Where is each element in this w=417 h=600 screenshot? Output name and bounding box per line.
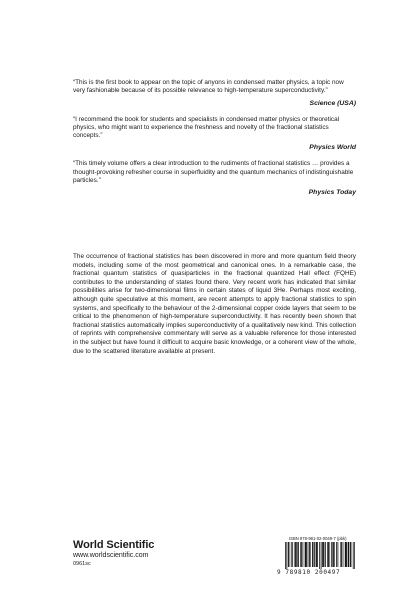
barcode-bar [350, 542, 351, 567]
barcode-bar [333, 542, 334, 567]
barcode-bar [300, 542, 301, 567]
review-quote-text: “I recommend the book for students and specialists in condensed matter physics or theoretical physics, who might want to experience the freshness and novelty of the fractional statistics concepts.” [73, 115, 340, 140]
barcode-bars [285, 542, 355, 569]
barcode-bar [338, 542, 339, 567]
barcode-bar [321, 542, 322, 569]
barcode-bar [319, 542, 320, 569]
barcode-bar [322, 542, 323, 567]
publisher-name: World Scientific [73, 539, 155, 551]
barcode-bar [301, 542, 302, 567]
barcode-bar [294, 542, 295, 567]
isbn-label: ISBN 978-981-02-0049-7 (pbk) [289, 536, 347, 541]
barcode-bar [346, 542, 347, 567]
barcode-bar [336, 542, 337, 567]
barcode-bar [332, 542, 333, 567]
barcode-bar [296, 542, 297, 567]
barcode-bar [305, 542, 306, 567]
barcode-bar [314, 542, 315, 567]
barcode-bar [286, 542, 287, 569]
barcode-bar [341, 542, 342, 567]
barcode-bar [334, 542, 335, 567]
barcode-bar [298, 542, 299, 567]
barcode-bar [289, 542, 290, 567]
barcode-bar [348, 542, 349, 567]
barcode-bar [345, 542, 346, 567]
barcode-bar [308, 542, 309, 567]
barcode-bar [329, 542, 330, 567]
barcode-bar [297, 542, 298, 567]
barcode-bar [295, 542, 296, 567]
barcode-bar [312, 542, 313, 567]
publisher-code: 0961sc [73, 561, 91, 567]
barcode-bar [310, 542, 311, 567]
publisher-url: www.worldscientific.com [73, 552, 149, 559]
barcode-bar [351, 542, 352, 567]
book-description: The occurrence of fractional statistics has been discovered in more and more quantum field theory models, including some of the most geometrical and canonical ones. In a remarkable case, the fractional quantum statistics of quasiparticles in the fractional quantized Hall effect (FQHE) contributes to the understanding of states found there. Very recent work has indicated that similar possibilities arise for two-dimensional films in certain states of liquid 3He. Perhaps most exciting, although quite speculative at this moment, are recent attempts to apply fractional statistics to spin systems, and specifically to the behaviour of the 2-dimensional copper oxide layers that seem to be critical to the phenomenon of high-temperature superconductivity. It has recently been shown that fractional statistics automatically implies superconductivity of a qualitatively new kind. This collection of reprints with comprehensive commentary will serve as a valuable reference for those interested in the subject but have found it difficult to acquire basic knowledge, or a coherent view of the whole, due to the scattered literature available at present. [73, 253, 356, 355]
barcode-bar [316, 542, 317, 567]
review-quote-text: “This timely volume offers a clear introduction to the rudiments of fractional statistics … provides a thought-provoking refresher course in superfluidity and the quantum mechanics of indistinguishable particles.” [73, 160, 354, 185]
barcode-bar [354, 542, 355, 569]
barcode-bar [305, 542, 306, 567]
barcode-digits: 9 789810 200497 [277, 569, 341, 576]
barcode-bar [331, 542, 332, 567]
barcode-bar [306, 542, 307, 567]
barcode-bar [353, 542, 354, 569]
barcode [277, 542, 357, 576]
barcode-bar [343, 542, 344, 567]
barcode-bar [340, 542, 341, 567]
barcode-bar [316, 542, 317, 567]
barcode-bar [325, 542, 326, 567]
review-source: Science (USA) [309, 99, 356, 107]
barcode-bar [291, 542, 292, 567]
barcode-bar [327, 542, 328, 567]
barcode-bar [313, 542, 314, 567]
publisher-block [73, 539, 213, 568]
barcode-bar [303, 542, 304, 567]
barcode-bar [309, 542, 310, 567]
review-quotes [73, 79, 356, 205]
review-quote-text: “This is the first book to appear on the topic of anyons in condensed matter physics, a topic now very fashionable because of its possible relevance to high-temperature superconductivity.” [73, 79, 344, 95]
review-source: Physics World [309, 144, 356, 152]
barcode-bar [346, 542, 347, 567]
barcode-bar [285, 542, 286, 569]
review-physics-world [73, 116, 356, 153]
barcode-bar [324, 542, 325, 567]
isbn-barcode-block [277, 536, 357, 576]
review-source: Physics Today [308, 189, 356, 197]
barcode-bar [328, 542, 329, 567]
barcode-bar [292, 542, 293, 567]
review-physics-today [73, 160, 356, 197]
review-science [73, 79, 356, 108]
barcode-bar [348, 542, 349, 567]
barcode-bar [323, 542, 324, 567]
barcode-bar [288, 542, 289, 567]
barcode-bar [317, 542, 318, 567]
